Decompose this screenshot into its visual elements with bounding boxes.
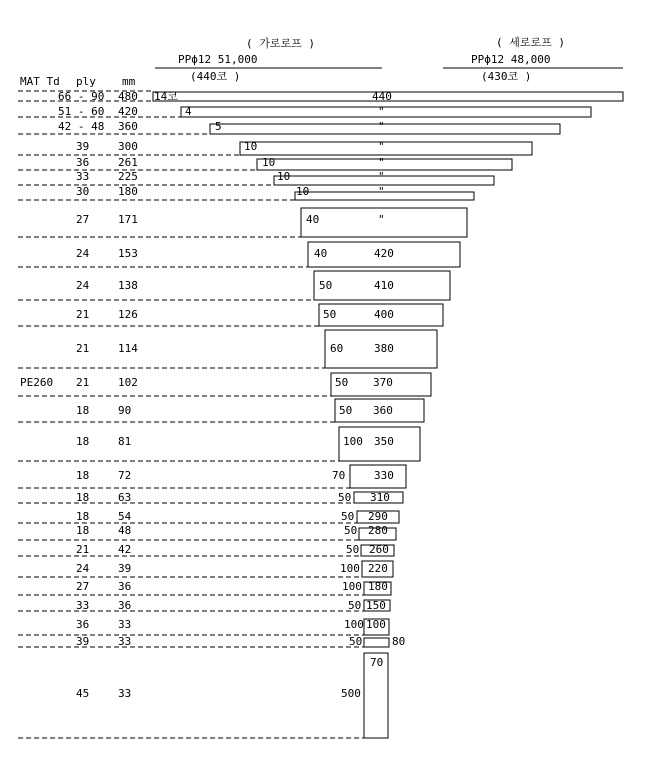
rows — [18, 90, 623, 738]
row-ply: 21 — [76, 543, 90, 556]
table-row — [18, 304, 443, 326]
col-mat-header: MAT Td — [20, 75, 60, 88]
row-ply: 39 — [76, 140, 90, 153]
right-rope-value: 400 — [374, 308, 394, 321]
right-rope-value: 290 — [368, 510, 388, 523]
row-mm: 114 — [118, 342, 138, 355]
row-mm: 42 — [118, 543, 132, 556]
row-ply: 24 — [76, 279, 90, 292]
row-mm: 36 — [118, 599, 132, 612]
col-ply-header: ply — [76, 75, 96, 88]
row-ply: 51 - 60 — [58, 105, 105, 118]
left-rope-value: 500 — [341, 687, 361, 700]
row-ply: 42 - 48 — [58, 120, 105, 133]
header — [155, 35, 623, 83]
rope-box — [240, 142, 532, 155]
right-rope-value: 280 — [368, 524, 388, 537]
left-rope-value: 50 — [335, 376, 349, 389]
right-rope-value: 350 — [374, 435, 394, 448]
left-rope-value: 70 — [332, 469, 346, 482]
left-rope-value: 50 — [346, 543, 360, 556]
right-rope-value: 150 — [366, 599, 386, 612]
row-mm: 261 — [118, 156, 138, 169]
row-mm: 360 — [118, 120, 138, 133]
table-row — [18, 465, 406, 488]
table-row — [18, 561, 393, 577]
row-ply: 24 — [76, 247, 90, 260]
right-rope-value: " — [378, 213, 385, 226]
row-mm: 102 — [118, 376, 138, 389]
rope-box — [364, 638, 389, 647]
right-rope-value: " — [378, 170, 385, 183]
table-row — [18, 491, 403, 504]
row-ply: 33 — [76, 599, 90, 612]
table-row — [18, 140, 532, 155]
row-ply: 21 — [76, 376, 90, 389]
row-mm: 63 — [118, 491, 132, 504]
table-row — [18, 524, 396, 540]
left-rope-value: 4 — [185, 105, 192, 118]
left-rope-title: ( 가로로프 ) — [246, 37, 315, 50]
row-ply: 27 — [76, 580, 90, 593]
row-ply: 18 — [76, 524, 90, 537]
row-mm: 126 — [118, 308, 138, 321]
table-row — [18, 510, 399, 523]
material-label: PE260 — [20, 376, 54, 389]
right-rope-value: 380 — [374, 342, 394, 355]
table-row — [18, 653, 388, 738]
left-rope-value: 50 — [338, 491, 352, 504]
right-rope-value: 360 — [373, 404, 393, 417]
row-mm: 48 — [118, 524, 132, 537]
table-row — [18, 156, 512, 170]
table-row — [18, 242, 460, 267]
row-ply: 18 — [76, 435, 90, 448]
right-rope-value: 310 — [370, 491, 390, 504]
row-ply: 39 — [76, 635, 90, 648]
table-row — [18, 427, 420, 461]
row-ply: 36 — [76, 618, 90, 631]
row-mm: 300 — [118, 140, 138, 153]
table-row — [18, 170, 494, 185]
left-rope-value: 40 — [306, 213, 320, 226]
right-rope-value: 410 — [374, 279, 394, 292]
left-rope-value: 14코 — [154, 90, 178, 103]
row-mm: 33 — [118, 618, 132, 631]
right-rope-value: 420 — [374, 247, 394, 260]
right-rope-value: 220 — [368, 562, 388, 575]
right-rope-value: 80 — [392, 635, 406, 648]
left-rope-count: (440코 ) — [190, 70, 241, 83]
right-rope-value: 180 — [368, 580, 388, 593]
row-mm: 33 — [118, 635, 132, 648]
row-mm: 480 — [118, 90, 138, 103]
row-ply: 33 — [76, 170, 90, 183]
right-rope-value: 370 — [373, 376, 393, 389]
row-ply: 30 — [76, 185, 90, 198]
right-rope-value: " — [378, 105, 385, 118]
row-mm: 39 — [118, 562, 132, 575]
row-ply: 66 - 90 — [58, 90, 105, 103]
left-rope-value: 5 — [215, 120, 222, 133]
right-rope-value: " — [378, 156, 385, 169]
row-mm: 153 — [118, 247, 138, 260]
left-rope-value: 50 — [348, 599, 362, 612]
row-ply: 18 — [76, 491, 90, 504]
right-rope-count: (430코 ) — [481, 70, 532, 83]
left-rope-spec: PPϕ12 51,000 — [178, 53, 258, 66]
left-rope-value: 100 — [344, 618, 364, 631]
row-mm: 54 — [118, 510, 132, 523]
left-rope-value: 50 — [319, 279, 333, 292]
row-mm: 225 — [118, 170, 138, 183]
left-rope-value: 50 — [349, 635, 363, 648]
left-rope-value: 100 — [342, 580, 362, 593]
row-mm: 81 — [118, 435, 132, 448]
right-rope-title: ( 세로로프 ) — [496, 36, 565, 49]
left-rope-value: 10 — [262, 156, 276, 169]
table-row — [18, 543, 394, 556]
table-row — [18, 330, 437, 368]
left-rope-value: 50 — [323, 308, 337, 321]
col-mm-header: mm — [122, 75, 136, 88]
right-rope-value: 100 — [366, 618, 386, 631]
row-mm: 180 — [118, 185, 138, 198]
row-mm: 420 — [118, 105, 138, 118]
left-rope-value: 50 — [341, 510, 355, 523]
row-ply: 24 — [76, 562, 90, 575]
right-rope-value: 70 — [370, 656, 384, 669]
row-ply: 45 — [76, 687, 90, 700]
right-rope-value: " — [378, 140, 385, 153]
left-rope-value: 100 — [340, 562, 360, 575]
table-row — [18, 208, 467, 237]
right-rope-value: " — [378, 185, 385, 198]
row-ply: 21 — [76, 308, 90, 321]
row-mm: 90 — [118, 404, 132, 417]
row-ply: 36 — [76, 156, 90, 169]
left-rope-value: 40 — [314, 247, 328, 260]
right-rope-value: " — [378, 120, 385, 133]
row-ply: 18 — [76, 469, 90, 482]
right-rope-value: 330 — [374, 469, 394, 482]
row-ply: 27 — [76, 213, 90, 226]
table-row — [18, 90, 623, 103]
table-row — [18, 105, 591, 118]
table-row — [18, 635, 405, 648]
row-mm: 72 — [118, 469, 132, 482]
left-rope-value: 100 — [343, 435, 363, 448]
rope-box — [210, 124, 560, 134]
table-row — [18, 373, 431, 396]
table-row — [18, 399, 424, 422]
row-mm: 138 — [118, 279, 138, 292]
table-row — [18, 185, 474, 200]
table-row — [18, 271, 450, 300]
left-rope-value: 10 — [296, 185, 310, 198]
row-mm: 33 — [118, 687, 132, 700]
right-rope-value: 260 — [369, 543, 389, 556]
rope-box — [181, 107, 591, 117]
table-row — [18, 580, 391, 595]
column-headers — [20, 75, 136, 88]
left-rope-value: 50 — [339, 404, 353, 417]
table-row — [18, 618, 389, 635]
table-row — [18, 120, 560, 134]
left-rope-value: 60 — [330, 342, 344, 355]
left-rope-value: 10 — [277, 170, 291, 183]
table-row — [18, 599, 390, 612]
row-ply: 21 — [76, 342, 90, 355]
row-mm: 36 — [118, 580, 132, 593]
left-rope-value: 10 — [244, 140, 258, 153]
row-mm: 171 — [118, 213, 138, 226]
row-ply: 18 — [76, 404, 90, 417]
right-rope-value: 440 — [372, 90, 392, 103]
right-rope-spec: PPϕ12 48,000 — [471, 53, 551, 66]
row-ply: 18 — [76, 510, 90, 523]
left-rope-value: 50 — [344, 524, 358, 537]
